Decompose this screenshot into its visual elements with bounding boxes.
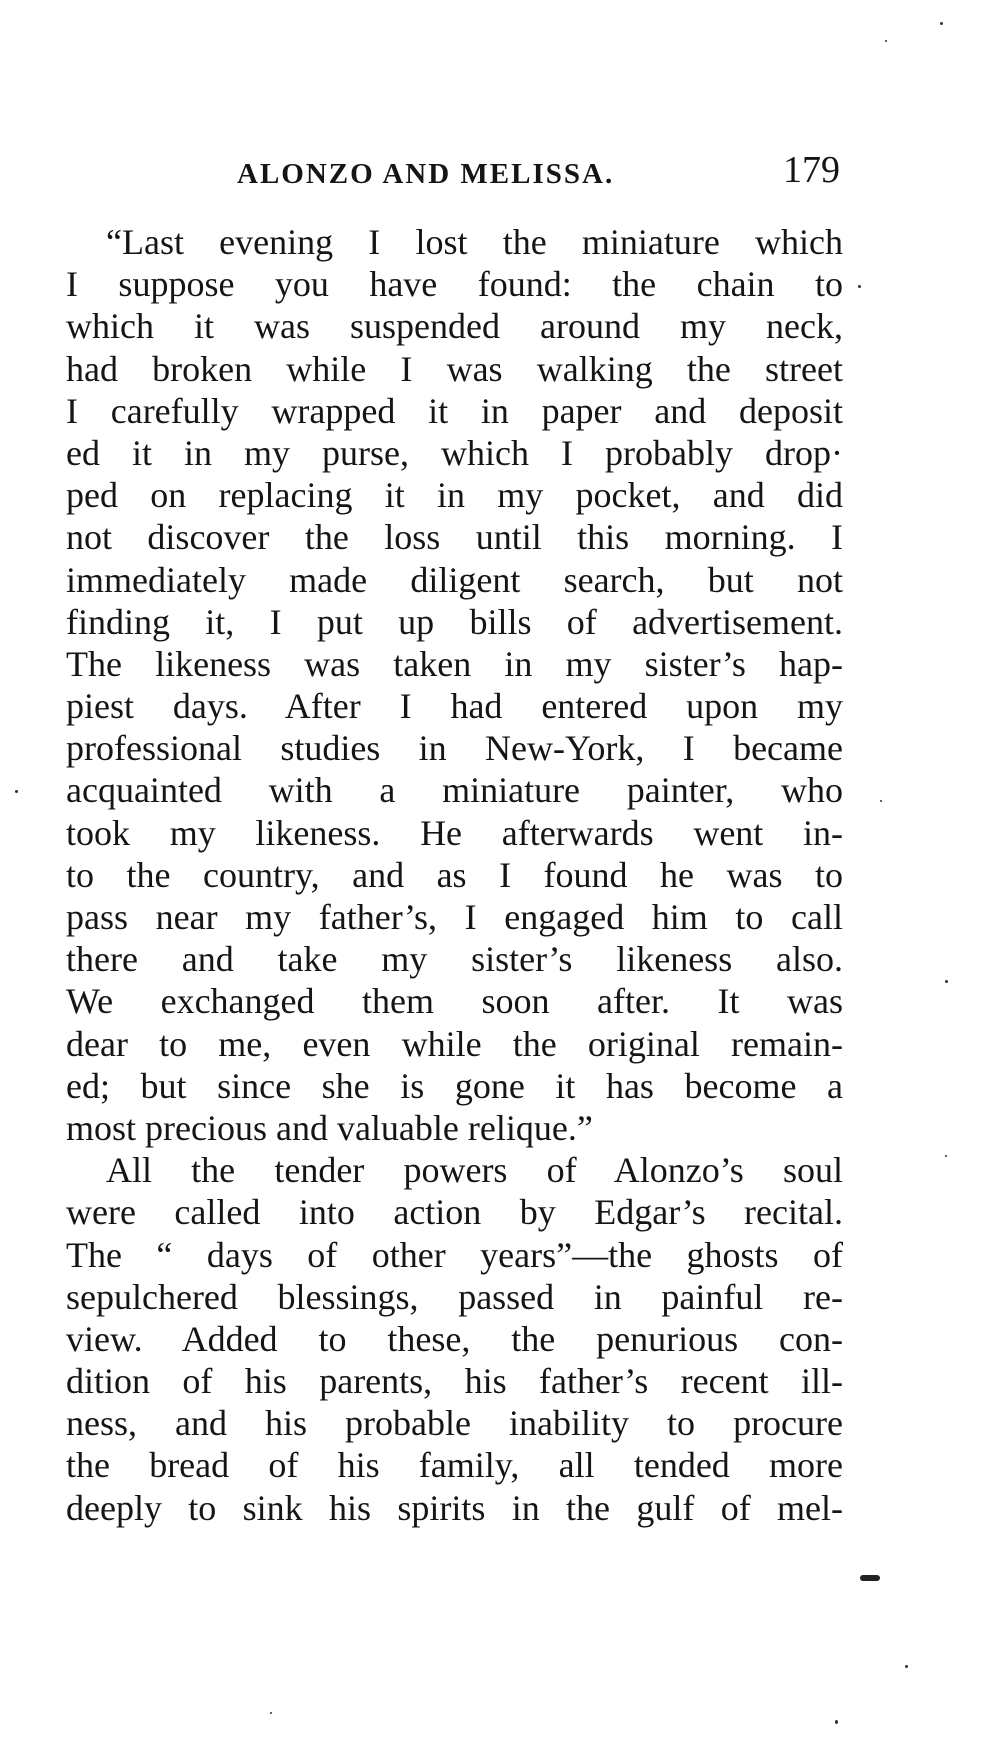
text-line: to the country, and as I found he was to [66, 854, 843, 895]
page-number: 179 [783, 149, 840, 191]
text-line: The “ days of other years”—the ghosts of [66, 1234, 843, 1275]
text-line: immediately made diligent search, but not [66, 559, 843, 600]
paragraph-2 [66, 1149, 843, 1529]
text-line: piest days. After I had entered upon my [66, 686, 843, 727]
text-line: I suppose you have found: the chain to [66, 264, 843, 305]
text-line: dition of his parents, his father’s recent ill- [66, 1361, 843, 1402]
text-line: took my likeness. He afterwards went in- [66, 812, 843, 853]
text-line: We exchanged them soon after. It was [66, 981, 843, 1022]
catchword-mark [860, 1575, 880, 1581]
text-line: I carefully wrapped it in paper and deposit [66, 390, 843, 431]
text-line: ped on replacing it in my pocket, and did [66, 475, 843, 516]
print-speck [945, 980, 948, 983]
text-line: not discover the loss until this morning. I [66, 517, 843, 558]
text-line: “Last evening I lost the miniature which [106, 222, 843, 262]
text-line: had broken while I was walking the street [66, 348, 843, 389]
print-speck [885, 40, 887, 42]
text-line: deeply to sink his spirits in the gulf of mel- [66, 1487, 843, 1528]
text-line: dear to me, even while the original remain- [66, 1023, 843, 1064]
print-speck [270, 1712, 272, 1714]
text-line: finding it, I put up bills of advertisement. [66, 601, 843, 642]
body-text [66, 221, 843, 1529]
running-title: ALONZO AND MELISSA. [237, 158, 615, 190]
text-line: sepulchered blessings, passed in painful re- [66, 1276, 843, 1317]
text-line: pass near my father’s, I engaged him to call [66, 897, 843, 937]
print-speck [858, 285, 861, 288]
text-line: professional studies in New-York, I became [66, 728, 843, 769]
print-speck [835, 1720, 838, 1724]
text-line: ed; but since she is gone it has become a [66, 1065, 843, 1106]
page-header [230, 148, 840, 198]
text-line: view. Added to these, the penurious con- [66, 1318, 843, 1359]
paragraph-1 [66, 221, 843, 1149]
text-line: the bread of his family, all tended more [66, 1445, 843, 1486]
text-line: ed it in my purse, which I probably drop· [66, 432, 843, 473]
print-speck [945, 1155, 947, 1157]
text-line: there and take my sister’s likeness also. [66, 939, 843, 980]
text-line: which it was suspended around my neck, [66, 306, 843, 347]
text-line: ness, and his probable inability to procure [66, 1403, 843, 1444]
text-line: were called into action by Edgar’s recital. [66, 1192, 843, 1233]
text-line: acquainted with a miniature painter, who [66, 770, 843, 811]
text-line: most precious and valuable relique.” [66, 1107, 593, 1148]
print-speck [880, 800, 882, 802]
print-speck [905, 1665, 908, 1668]
text-line: The likeness was taken in my sister’s hap- [66, 643, 843, 684]
print-speck [15, 790, 18, 793]
print-speck [940, 22, 943, 25]
text-line: All the tender powers of Alonzo’s soul [106, 1150, 843, 1191]
